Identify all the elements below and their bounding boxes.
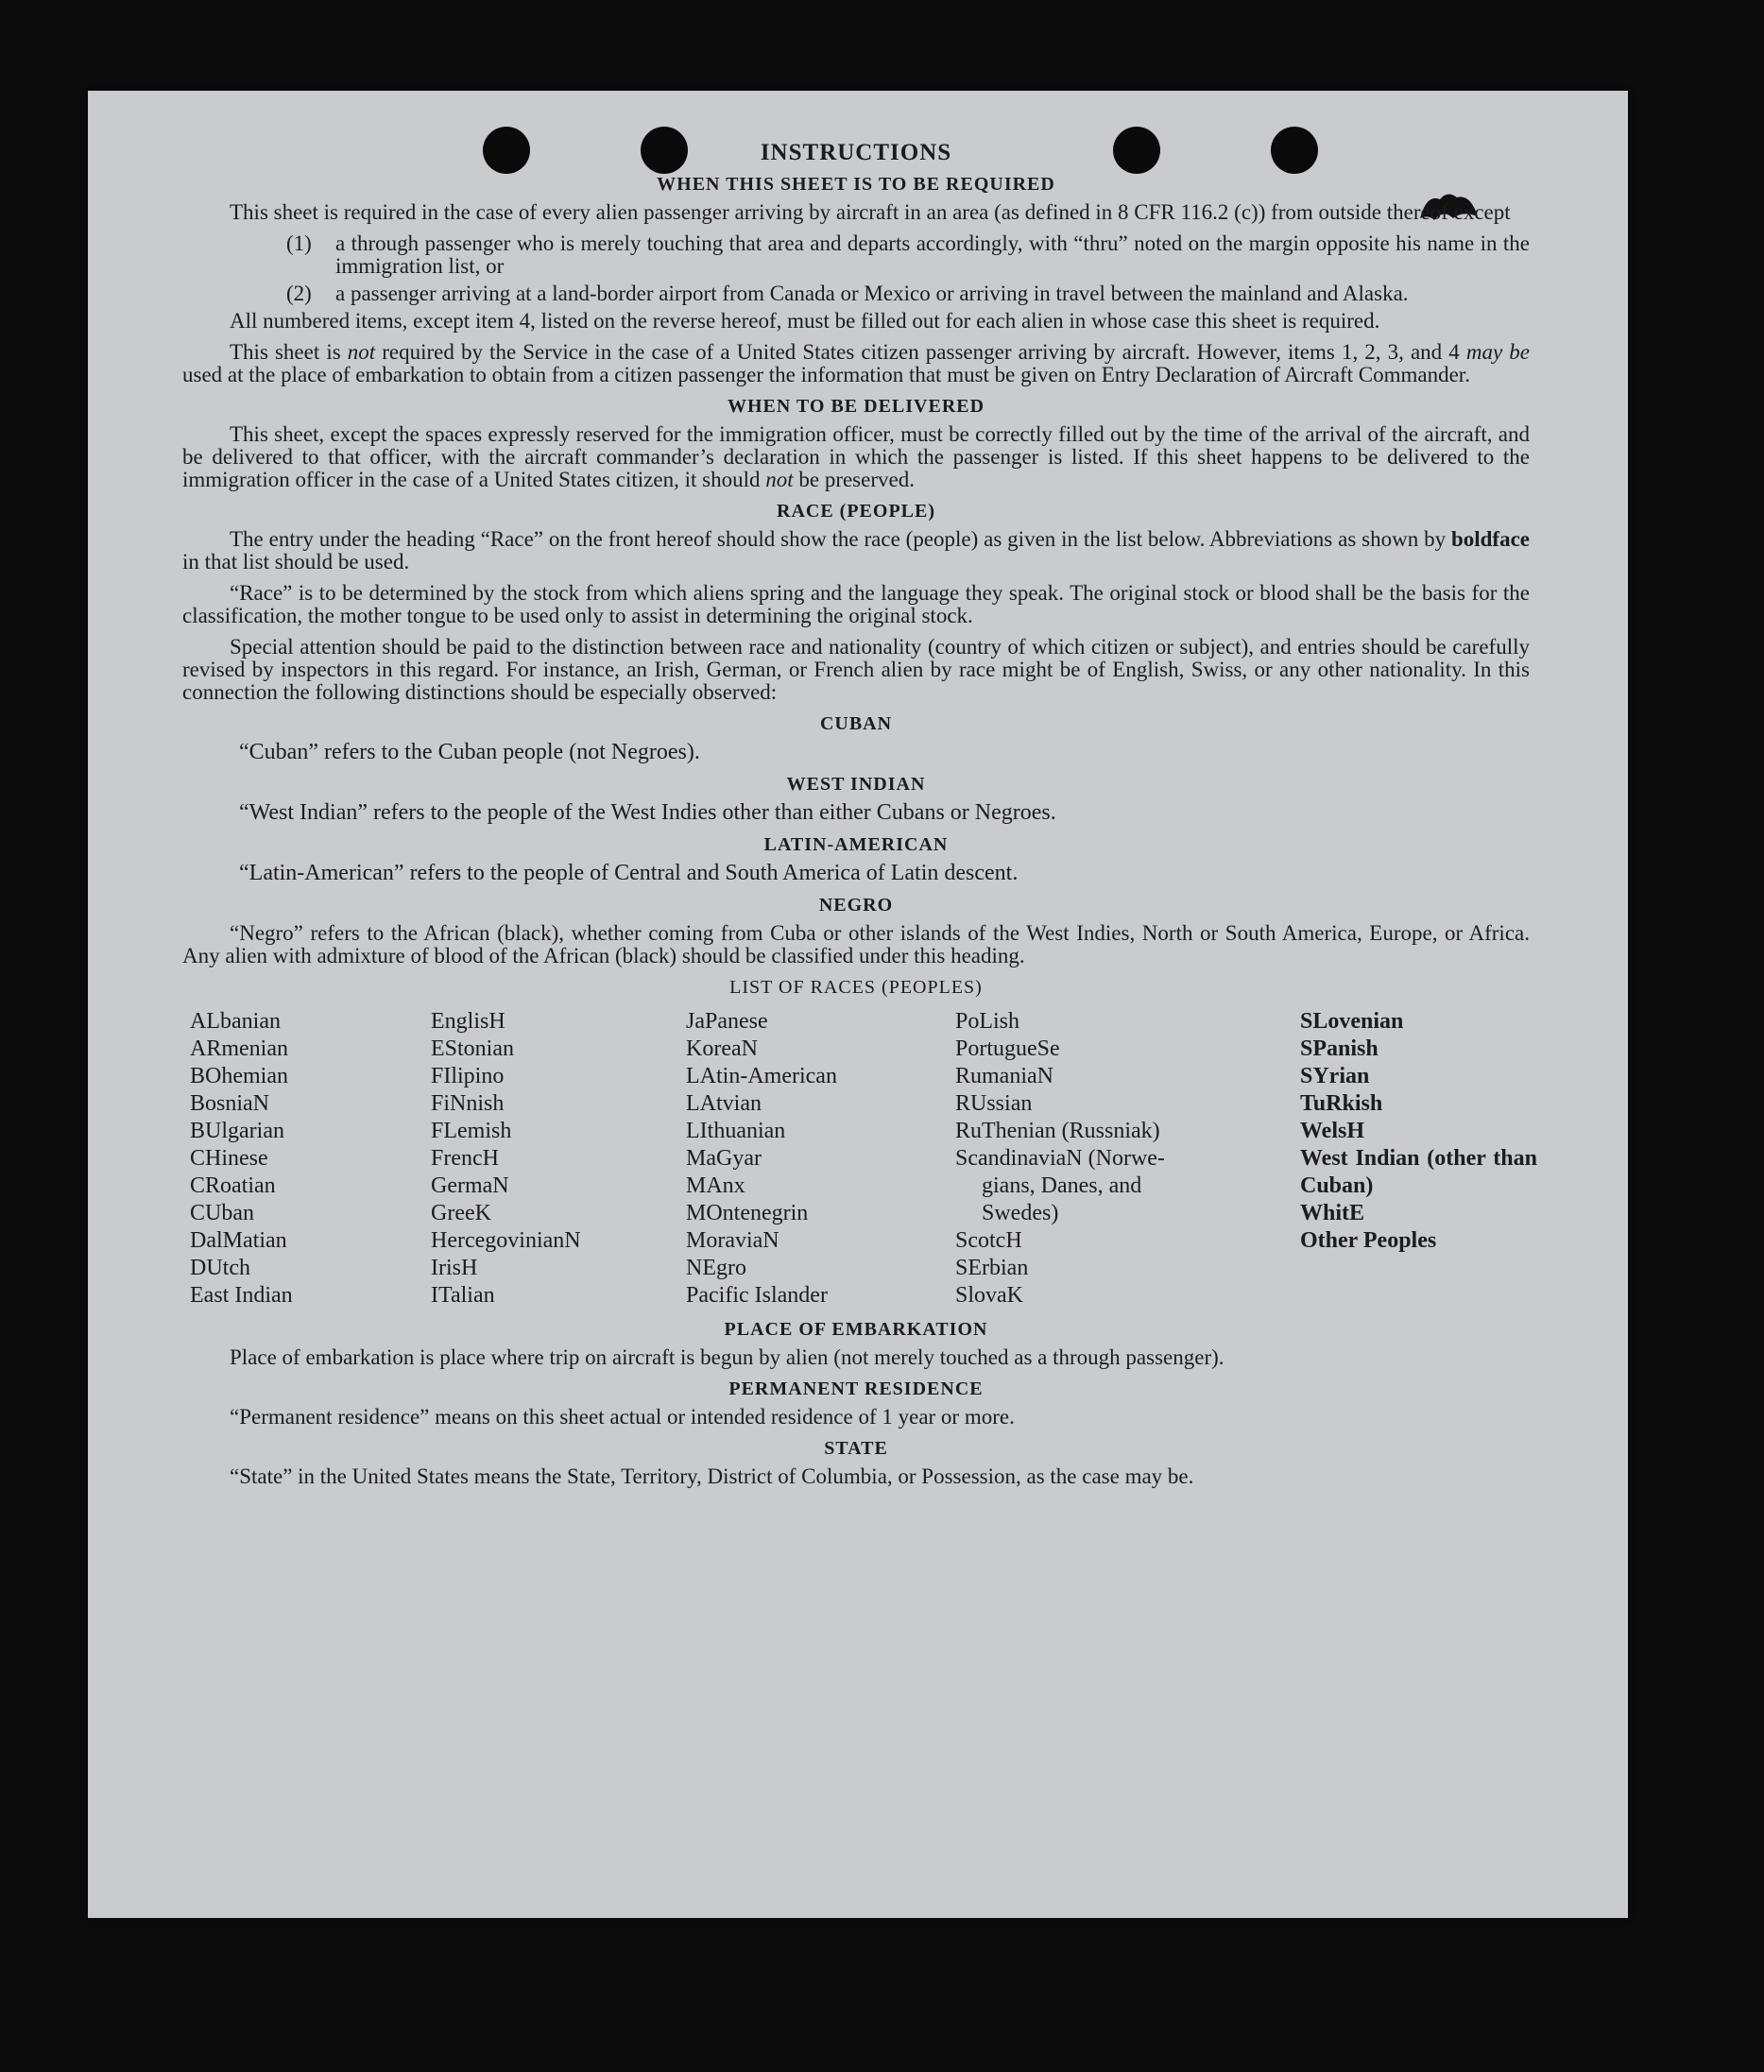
race-entry: RUssian <box>955 1091 1033 1116</box>
bold-text: boldface <box>1450 527 1530 551</box>
race-entry: SErbian <box>955 1256 1029 1280</box>
race-entry: DalMatian <box>190 1228 287 1253</box>
text-run: This sheet is <box>230 340 348 364</box>
item-text: a passenger arriving at a land-border airport from Canada or Mexico or arriving in travel between the mainland and Alaska. <box>335 282 1409 305</box>
race-entry: FIlipino <box>431 1064 505 1088</box>
text-run: be preserved. <box>793 468 915 491</box>
text-run: This sheet, except the spaces expressly reserved for the immigration officer, must be correctly filled out by the time of the arrival of the aircraft, and be delivered to that officer, with the aircraft commander’s declaration in which the passenger is listed. If this sheet happens to be delivered to the immigration officer in the case of a United States citizen, it should <box>182 422 1530 491</box>
text-run: The entry under the heading “Race” on the front hereof should show the race (people) as given in the list below. Abbreviations as shown by <box>230 527 1451 551</box>
race-entry-continuation: Swedes) <box>982 1201 1059 1225</box>
race-column <box>1300 1008 1537 1310</box>
race-entry: DUtch <box>190 1256 250 1280</box>
paragraph <box>182 423 1530 491</box>
section-heading: CUBAN <box>819 713 893 734</box>
page-title: INSTRUCTIONS <box>760 140 952 165</box>
section-heading: NEGRO <box>818 895 894 916</box>
race-column <box>955 1008 1300 1310</box>
race-entry: SPanish <box>1300 1036 1379 1061</box>
paragraph: “State” in the United States means the State, Territory, District of Columbia, or Possession, as the case may be. <box>230 1464 1194 1488</box>
race-entry: ITalian <box>431 1283 495 1308</box>
race-entry: MaGyar <box>686 1146 762 1171</box>
race-entry: ScotcH <box>955 1228 1022 1253</box>
race-entry: LAtvian <box>686 1091 762 1116</box>
instructions-text <box>182 140 1537 1497</box>
race-entry: SLovenian <box>1300 1009 1404 1034</box>
race-entry: BUlgarian <box>190 1119 284 1143</box>
race-entry: NEgro <box>686 1256 746 1280</box>
race-entry: IrisH <box>431 1256 478 1280</box>
race-entry: WhitE <box>1300 1201 1365 1225</box>
race-entry: PoLish <box>955 1009 1020 1034</box>
race-entry: SYrian <box>1300 1064 1370 1088</box>
race-entry: CUban <box>190 1201 254 1225</box>
race-entry: East Indian <box>190 1283 293 1308</box>
race-entry: RuThenian (Russniak) <box>955 1119 1160 1143</box>
race-column <box>686 1008 955 1310</box>
italic-text: not <box>347 340 376 364</box>
document-page <box>88 91 1628 1918</box>
race-entry: West Indian (other than Cuban) <box>1300 1146 1537 1198</box>
race-entry: MOntenegrin <box>686 1201 809 1225</box>
paragraph: All numbered items, except item 4, listed on the reverse hereof, must be filled out for each alien in whose case this sheet is required. <box>230 309 1380 333</box>
race-entry: ARmenian <box>190 1036 288 1061</box>
definition-text: “West Indian” refers to the people of the West Indies other than either Cubans or Negroes. <box>239 800 1056 825</box>
italic-text: may be <box>1465 340 1530 364</box>
section-heading: LATIN-AMERICAN <box>763 834 949 855</box>
race-entry: PortugueSe <box>955 1036 1060 1061</box>
section-heading: WHEN TO BE DELIVERED <box>727 396 985 417</box>
race-entry: WelsH <box>1300 1119 1365 1143</box>
section-heading: PERMANENT RESIDENCE <box>728 1378 984 1399</box>
section-heading: STATE <box>824 1438 888 1459</box>
item-text: a through passenger who is merely touching that area and departs accordingly, with “thru” noted on the margin opposite his name in the immigration list, or <box>335 231 1530 278</box>
race-entry: Other Peoples <box>1300 1228 1437 1253</box>
race-entry: FLemish <box>431 1119 512 1143</box>
race-entry-continuation: gians, Danes, and <box>982 1173 1142 1198</box>
list-item <box>182 283 1530 305</box>
race-entry: GermaN <box>431 1173 509 1198</box>
paragraph: “Negro” refers to the African (black), whether coming from Cuba or other islands of the West Indies, North or South America, Europe, or Africa. Any alien with admixture of blood of the African (black) should be classified under this heading. <box>182 921 1530 968</box>
text-run: in that list should be used. <box>182 550 410 574</box>
race-entry: MoraviaN <box>686 1228 779 1253</box>
race-entry: FrencH <box>431 1146 499 1171</box>
paragraph: This sheet is required in the case of every alien passenger arriving by aircraft in an area (as defined in 8 CFR 116.2 (c)) from outside thereof except <box>230 200 1511 224</box>
section-heading: PLACE OF EMBARKATION <box>724 1319 988 1340</box>
race-entry: HercegovinianN <box>431 1228 581 1253</box>
race-entry: MAnx <box>686 1173 745 1198</box>
paragraph: Special attention should be paid to the distinction between race and nationality (country of which citizen or subject), and entries should be carefully revised by inspectors in this regard. For instance, an Irish, German, or French alien by race might be of English, Swiss, or any other nationality. In this connection the following distinctions should be especially observed: <box>182 635 1530 704</box>
race-entry: SlovaK <box>955 1283 1023 1308</box>
section-heading: RACE (PEOPLE) <box>777 501 935 522</box>
section-heading: LIST OF RACES (PEOPLES) <box>729 977 983 998</box>
race-entry: KoreaN <box>686 1036 758 1061</box>
section-heading: WHEN THIS SHEET IS TO BE REQUIRED <box>657 174 1055 195</box>
race-entry: LIthuanian <box>686 1119 786 1143</box>
paragraph: “Permanent residence” means on this sheet actual or intended residence of 1 year or more. <box>230 1405 1015 1429</box>
italic-text: not <box>765 468 794 491</box>
list-item <box>182 232 1530 278</box>
race-entry: ScandinaviaN (Norwe- <box>955 1146 1165 1171</box>
text-run: required by the Service in the case of a United States citizen passenger arriving by aircraft. However, items 1, 2, 3, and 4 <box>375 340 1466 364</box>
race-entry: GreeK <box>431 1201 491 1225</box>
paragraph: Place of embarkation is place where trip on aircraft is begun by alien (not merely touched as a through passenger). <box>230 1345 1225 1369</box>
race-entry: EStonian <box>431 1036 514 1061</box>
race-entry: EnglisH <box>431 1009 505 1034</box>
race-entry: LAtin-American <box>686 1064 837 1088</box>
race-entry: Pacific Islander <box>686 1283 828 1308</box>
race-entry: BOhemian <box>190 1064 288 1088</box>
section-heading: WEST INDIAN <box>786 774 926 795</box>
race-entry: FiNnish <box>431 1091 505 1116</box>
paragraph <box>182 528 1530 574</box>
race-entry: ALbanian <box>190 1009 281 1034</box>
paragraph <box>182 341 1530 386</box>
paragraph: “Race” is to be determined by the stock from which aliens spring and the language they speak. The original stock or blood shall be the basis for the classification, the mother tongue to be used only to assist in determining the original stock. <box>182 581 1530 627</box>
race-column <box>431 1008 686 1310</box>
race-list <box>190 1008 1537 1310</box>
item-number: (1) <box>286 231 312 255</box>
race-entry: RumaniaN <box>955 1064 1053 1088</box>
definition-text: “Cuban” refers to the Cuban people (not Negroes). <box>239 740 700 764</box>
race-entry: JaPanese <box>686 1009 768 1034</box>
text-run: used at the place of embarkation to obtain from a citizen passenger the information that must be given on Entry Declaration of Aircraft Commander. <box>182 363 1470 386</box>
definition-text: “Latin-American” refers to the people of Central and South America of Latin descent. <box>239 861 1019 885</box>
race-entry: CHinese <box>190 1146 268 1171</box>
race-entry: TuRkish <box>1300 1091 1383 1116</box>
race-entry: CRoatian <box>190 1173 276 1198</box>
item-number: (2) <box>286 282 312 305</box>
race-entry: BosniaN <box>190 1091 269 1116</box>
race-column <box>190 1008 431 1310</box>
